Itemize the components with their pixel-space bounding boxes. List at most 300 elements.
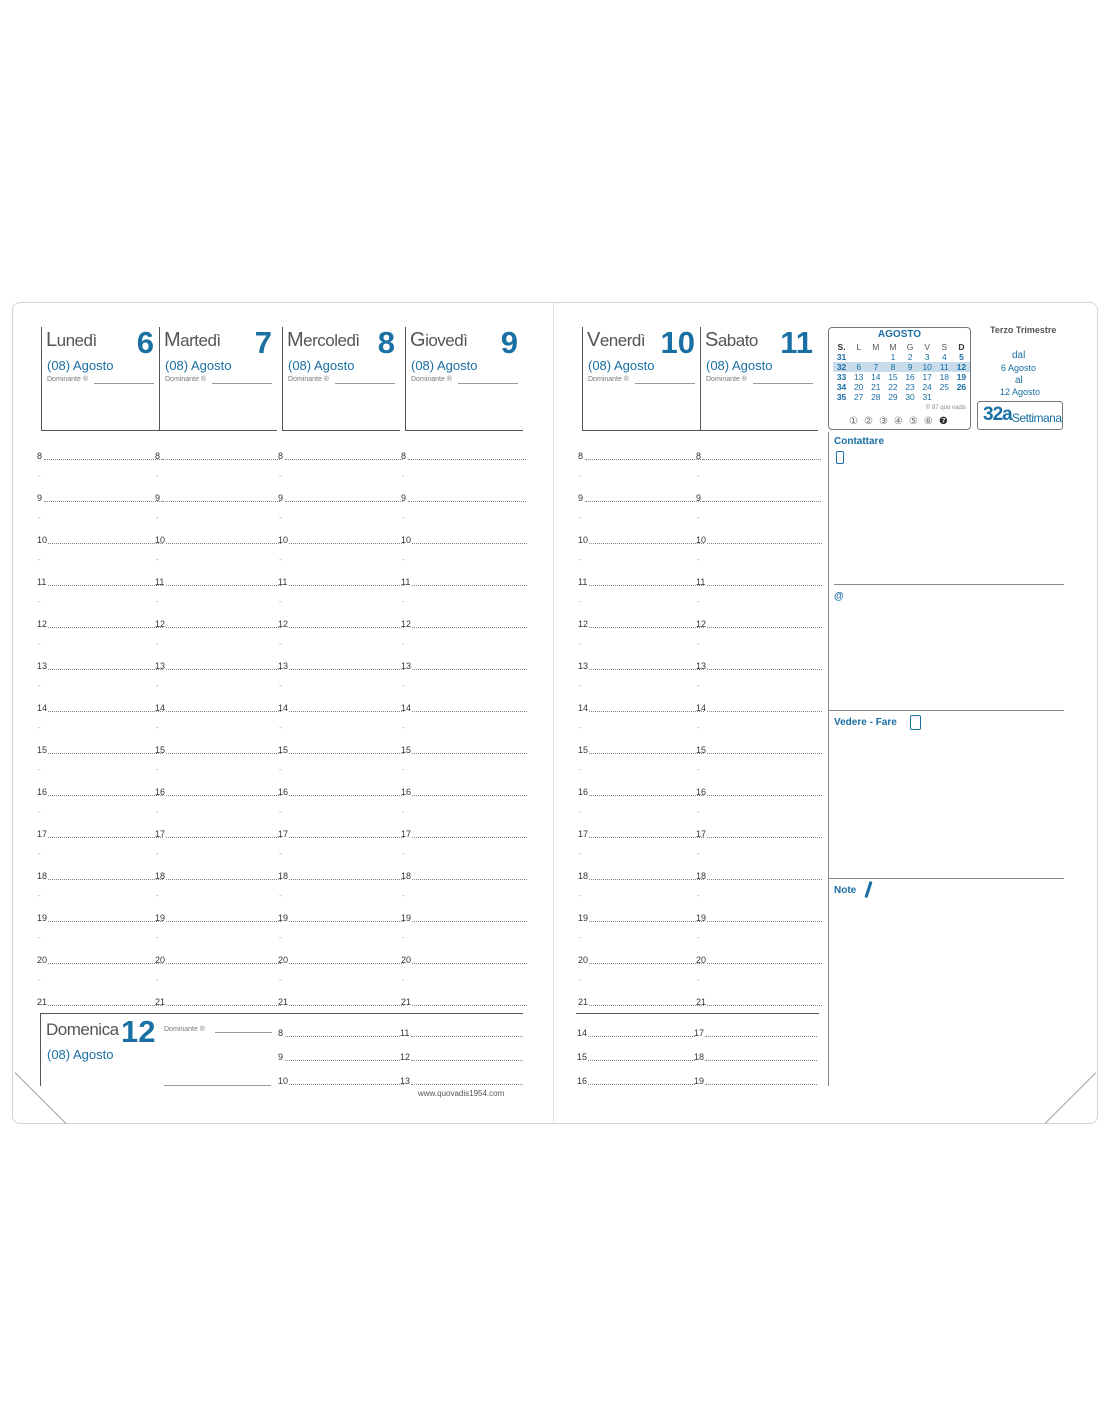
hour-line[interactable]: [289, 753, 404, 754]
hour-label: 16: [696, 787, 707, 797]
hour-label: 17: [696, 829, 707, 839]
hour-line[interactable]: [166, 963, 281, 964]
day-month: (08) Agosto: [706, 358, 773, 373]
half-hour-mark: -: [402, 471, 405, 480]
hour-label: 14: [278, 703, 289, 713]
hour-line[interactable]: [589, 1005, 704, 1006]
hour-label: 8: [278, 451, 284, 461]
hour-line[interactable]: [289, 921, 404, 922]
hour-line[interactable]: [166, 669, 281, 670]
hour-line[interactable]: [412, 879, 527, 880]
day-number: 10: [660, 325, 695, 360]
day-number: 11: [780, 325, 813, 360]
hour-label: 20: [278, 955, 289, 965]
hour-label: 19: [37, 913, 48, 923]
half-hour-mark: -: [697, 975, 700, 984]
dominante-line: [458, 383, 518, 384]
mini-calendar-cell[interactable]: 16: [905, 372, 915, 382]
hour-line[interactable]: [44, 459, 162, 460]
day-header-right-0: [582, 327, 700, 431]
half-hour-mark: -: [156, 807, 159, 816]
hour-line[interactable]: [589, 795, 704, 796]
hour-line[interactable]: [588, 1084, 695, 1085]
hour-line[interactable]: [589, 963, 704, 964]
hour-label: 17: [155, 829, 166, 839]
hour-label: 11: [696, 577, 706, 587]
mini-calendar-cell[interactable]: 19: [956, 372, 967, 382]
half-hour-mark: -: [38, 723, 41, 732]
hour-line[interactable]: [707, 879, 822, 880]
mini-calendar-cell[interactable]: 12: [953, 362, 970, 372]
hour-line[interactable]: [289, 585, 404, 586]
half-hour-mark: -: [156, 513, 159, 522]
hour-label: 11: [155, 577, 165, 587]
hour-line[interactable]: [166, 879, 281, 880]
weekday-circles: [849, 416, 954, 427]
dominante-label: Dominante ®: [288, 376, 329, 383]
half-hour-mark: -: [156, 849, 159, 858]
hour-line[interactable]: [707, 543, 822, 544]
hour-label: 10: [578, 535, 589, 545]
right-column-divider: [828, 432, 829, 1086]
mini-calendar-cell[interactable]: 34: [836, 382, 847, 392]
hour-label: 15: [696, 745, 707, 755]
half-hour-mark: -: [156, 681, 159, 690]
hour-label: 20: [37, 955, 48, 965]
hour-line[interactable]: [412, 1005, 527, 1006]
mini-calendar-cell[interactable]: [867, 352, 884, 362]
hour-line[interactable]: [589, 879, 704, 880]
half-hour-mark: -: [38, 681, 41, 690]
hour-line[interactable]: [411, 1036, 523, 1037]
mini-calendar-cell[interactable]: 13: [853, 372, 864, 382]
mini-calendar-cell[interactable]: 8: [884, 362, 901, 372]
hour-line[interactable]: [289, 795, 404, 796]
hour-label: 14: [155, 703, 166, 713]
hour-line[interactable]: [48, 921, 163, 922]
hour-line[interactable]: [48, 879, 163, 880]
hour-line[interactable]: [412, 711, 527, 712]
half-hour-mark: -: [38, 933, 41, 942]
mini-calendar-cell[interactable]: 31: [836, 352, 847, 362]
mini-calendar-week: [833, 382, 970, 392]
dominante-line: [335, 383, 395, 384]
mini-calendar-cell[interactable]: 20: [853, 382, 864, 392]
day-number: 9: [500, 325, 518, 360]
mini-calendar-cell[interactable]: 11: [936, 362, 953, 372]
half-hour-mark: -: [279, 555, 282, 564]
mini-calendar-cell[interactable]: 7: [867, 362, 884, 372]
hour-line[interactable]: [412, 963, 527, 964]
hour-line[interactable]: [707, 627, 822, 628]
hour-line[interactable]: [166, 795, 281, 796]
hour-line[interactable]: [707, 585, 822, 586]
mini-calendar-cell[interactable]: 15: [888, 372, 898, 382]
mini-calendar-cell[interactable]: 32: [833, 362, 850, 372]
hour-line[interactable]: [412, 795, 527, 796]
half-hour-mark: -: [402, 891, 405, 900]
hour-label: 19: [278, 913, 289, 923]
hour-label: 18: [401, 871, 412, 881]
mini-calendar-cell[interactable]: 10: [919, 362, 936, 372]
hour-line[interactable]: [289, 879, 404, 880]
hour-line[interactable]: [48, 795, 163, 796]
half-hour-mark: -: [697, 471, 700, 480]
hour-label: 16: [278, 787, 289, 797]
trimester-from: 6 Agosto: [1001, 363, 1037, 373]
hour-line[interactable]: [707, 921, 822, 922]
half-hour-mark: -: [402, 597, 405, 606]
dominante-line: [94, 383, 154, 384]
hour-label: 12: [155, 619, 166, 629]
hour-label: 10: [278, 535, 289, 545]
sunday-block: [40, 1014, 161, 1086]
week-label: Settimana: [1012, 411, 1062, 425]
hour-line[interactable]: [589, 543, 704, 544]
hour-label: 14: [401, 703, 412, 713]
half-hour-mark: -: [38, 555, 41, 564]
hour-line[interactable]: [285, 1036, 400, 1037]
hour-label: 20: [578, 955, 589, 965]
half-hour-mark: -: [402, 681, 405, 690]
dominante-line: [212, 383, 272, 384]
half-hour-mark: -: [279, 597, 282, 606]
half-hour-mark: -: [402, 807, 405, 816]
half-hour-mark: -: [279, 513, 282, 522]
hour-line[interactable]: [705, 1084, 817, 1085]
hour-line[interactable]: [48, 543, 163, 544]
hour-line[interactable]: [412, 921, 527, 922]
hour-label: 8: [37, 451, 43, 461]
hour-label: 10: [401, 535, 412, 545]
hour-line[interactable]: [48, 627, 163, 628]
hour-line[interactable]: [408, 501, 526, 502]
hour-line[interactable]: [166, 711, 281, 712]
hour-line[interactable]: [412, 585, 527, 586]
weekday-circle: ❼: [938, 416, 954, 427]
hour-label: 20: [155, 955, 166, 965]
hour-line[interactable]: [412, 669, 527, 670]
sunday-number: 12: [121, 1014, 156, 1049]
mini-calendar-week: [833, 372, 970, 382]
hour-line[interactable]: [44, 501, 162, 502]
hour-line[interactable]: [412, 753, 527, 754]
half-hour-mark: -: [697, 513, 700, 522]
hour-label: 19: [401, 913, 412, 923]
day-header-left-2: [282, 327, 400, 431]
half-hour-mark: -: [579, 849, 582, 858]
hour-line[interactable]: [705, 1060, 817, 1061]
hour-label: 18: [578, 871, 589, 881]
mini-calendar-cell[interactable]: 31: [922, 392, 932, 402]
mini-calendar-cell[interactable]: 23: [905, 382, 915, 392]
half-hour-mark: -: [279, 471, 282, 480]
hour-line[interactable]: [589, 837, 704, 838]
hour-line[interactable]: [588, 1036, 695, 1037]
hour-line[interactable]: [588, 1060, 695, 1061]
hour-label: 9: [578, 493, 584, 503]
hour-label: 14: [696, 703, 707, 713]
mini-calendar-header-cell: M: [889, 342, 897, 352]
website: www.quovadis1954.com: [418, 1089, 505, 1098]
mini-calendar-cell[interactable]: 1: [890, 352, 896, 362]
hour-line[interactable]: [411, 1060, 523, 1061]
dominante-line: [753, 383, 813, 384]
hour-line[interactable]: [48, 963, 163, 964]
mini-calendar-cell[interactable]: 4: [941, 352, 947, 362]
hour-line[interactable]: [162, 501, 280, 502]
hour-label: 20: [696, 955, 707, 965]
mini-calendar-cell[interactable]: 6: [850, 362, 867, 372]
hour-line[interactable]: [703, 501, 821, 502]
hour-line[interactable]: [589, 711, 704, 712]
mini-calendar-header-cell: D: [958, 342, 965, 352]
half-hour-mark: -: [38, 891, 41, 900]
mini-calendar-cell[interactable]: [953, 392, 970, 402]
hour-line[interactable]: [589, 669, 704, 670]
hour-label: 18: [694, 1052, 705, 1062]
weekday-circle: ③: [878, 416, 894, 427]
half-hour-mark: -: [279, 975, 282, 984]
hour-label: 15: [578, 745, 589, 755]
mini-calendar-week: [833, 362, 970, 372]
hour-label: 11: [578, 577, 588, 587]
hour-line[interactable]: [162, 459, 280, 460]
hour-label: 20: [401, 955, 412, 965]
mini-calendar-cell[interactable]: 2: [907, 352, 913, 362]
half-hour-mark: -: [279, 765, 282, 774]
half-hour-mark: -: [697, 681, 700, 690]
hour-line[interactable]: [289, 963, 404, 964]
day-name: Venerdì: [587, 329, 646, 351]
hour-label: 17: [694, 1028, 705, 1038]
mini-calendar-cell[interactable]: 14: [871, 372, 881, 382]
day-name: Lunedì: [46, 329, 97, 351]
half-hour-mark: -: [402, 933, 405, 942]
weekday-circle: ⑥: [923, 416, 939, 427]
mini-calendar-cell[interactable]: 30: [905, 392, 915, 402]
hour-label: 21: [278, 997, 289, 1007]
day-number: 8: [377, 325, 395, 360]
hour-label: 15: [278, 745, 289, 755]
mini-calendar-week: [833, 392, 970, 402]
hour-line[interactable]: [48, 1005, 163, 1006]
hour-label: 8: [155, 451, 161, 461]
half-hour-mark: -: [579, 597, 582, 606]
hour-line[interactable]: [707, 711, 822, 712]
mini-calendar-cell[interactable]: [850, 352, 867, 362]
week-number-box: [977, 401, 1063, 430]
hour-line[interactable]: [705, 1036, 817, 1037]
half-hour-mark: -: [156, 891, 159, 900]
hour-line[interactable]: [289, 543, 404, 544]
hour-line[interactable]: [289, 669, 404, 670]
half-hour-mark: -: [402, 513, 405, 522]
hour-line[interactable]: [48, 669, 163, 670]
half-hour-mark: -: [38, 765, 41, 774]
half-hour-mark: -: [697, 555, 700, 564]
hour-line[interactable]: [166, 543, 281, 544]
hour-line[interactable]: [285, 501, 403, 502]
hour-line[interactable]: [289, 711, 404, 712]
half-hour-mark: -: [279, 849, 282, 858]
hour-line[interactable]: [585, 459, 703, 460]
hour-label: 13: [278, 661, 289, 671]
hour-line[interactable]: [707, 837, 822, 838]
hour-line[interactable]: [412, 837, 527, 838]
hour-label: 18: [278, 871, 289, 881]
hour-line[interactable]: [285, 1060, 400, 1061]
notepad-icon: [910, 715, 921, 730]
hour-line[interactable]: [166, 1005, 281, 1006]
day-header-left-0: [41, 327, 159, 431]
hour-line[interactable]: [289, 1005, 404, 1006]
half-hour-mark: -: [579, 891, 582, 900]
hour-line[interactable]: [412, 627, 527, 628]
half-hour-mark: -: [697, 891, 700, 900]
hour-label: 9: [278, 1052, 284, 1062]
hour-line[interactable]: [166, 837, 281, 838]
mini-calendar-cell[interactable]: 26: [956, 382, 967, 392]
hour-label: 11: [37, 577, 47, 587]
hour-line[interactable]: [589, 627, 704, 628]
half-hour-mark: -: [697, 639, 700, 648]
hour-label: 9: [401, 493, 407, 503]
mini-calendar-header-cell: M: [872, 342, 880, 352]
mini-calendar-cell[interactable]: 18: [939, 372, 950, 382]
hour-line[interactable]: [707, 669, 822, 670]
half-hour-mark: -: [697, 849, 700, 858]
half-hour-mark: -: [279, 891, 282, 900]
half-hour-mark: -: [156, 471, 159, 480]
hour-line[interactable]: [589, 753, 704, 754]
half-hour-mark: -: [579, 975, 582, 984]
hour-line[interactable]: [166, 585, 281, 586]
dominante-label: Dominante ®: [165, 376, 206, 383]
mini-calendar-cell[interactable]: 27: [853, 392, 864, 402]
hour-label: 13: [401, 661, 412, 671]
hour-label: 18: [37, 871, 48, 881]
hour-label: 11: [400, 1028, 410, 1038]
hour-line[interactable]: [285, 459, 403, 460]
half-hour-mark: -: [697, 597, 700, 606]
half-hour-mark: -: [579, 513, 582, 522]
mini-calendar-week: [833, 352, 970, 362]
hour-line[interactable]: [166, 627, 281, 628]
mini-calendar-cell[interactable]: 9: [902, 362, 919, 372]
hour-line[interactable]: [408, 459, 526, 460]
mini-calendar-cell[interactable]: [936, 392, 953, 402]
half-hour-mark: -: [697, 933, 700, 942]
day-month: (08) Agosto: [47, 358, 114, 373]
mini-calendar-cell[interactable]: 35: [836, 392, 847, 402]
hour-label: 16: [578, 787, 589, 797]
hour-line[interactable]: [411, 1084, 523, 1085]
mini-calendar-cell[interactable]: 25: [939, 382, 950, 392]
hour-line[interactable]: [48, 837, 163, 838]
hour-line[interactable]: [703, 459, 821, 460]
mini-calendar-cell[interactable]: 17: [922, 372, 932, 382]
half-hour-mark: -: [697, 765, 700, 774]
mini-calendar-cell[interactable]: 29: [888, 392, 898, 402]
hour-label: 11: [278, 577, 288, 587]
hour-line[interactable]: [289, 837, 404, 838]
hour-line[interactable]: [48, 585, 163, 586]
hour-label: 16: [37, 787, 48, 797]
trimester-al: al: [1015, 375, 1023, 386]
hour-line[interactable]: [589, 585, 704, 586]
hour-line[interactable]: [707, 1005, 822, 1006]
hour-label: 13: [155, 661, 166, 671]
mini-calendar-cell[interactable]: 33: [836, 372, 847, 382]
half-hour-mark: -: [579, 681, 582, 690]
hour-line[interactable]: [48, 711, 163, 712]
day-name: Sabato: [705, 329, 758, 351]
hour-line[interactable]: [166, 753, 281, 754]
hour-line[interactable]: [585, 501, 703, 502]
hour-line[interactable]: [589, 921, 704, 922]
todo-divider: [828, 878, 1064, 879]
half-hour-mark: -: [402, 639, 405, 648]
mini-calendar-cell[interactable]: 28: [871, 392, 881, 402]
mini-calendar-header-cell: G: [906, 342, 914, 352]
mini-calendar-cell[interactable]: 5: [959, 352, 964, 362]
hour-line[interactable]: [289, 1084, 404, 1085]
half-hour-mark: -: [156, 639, 159, 648]
mini-calendar-cell[interactable]: 22: [888, 382, 898, 392]
half-hour-mark: -: [579, 933, 582, 942]
half-hour-mark: -: [402, 765, 405, 774]
half-hour-mark: -: [579, 807, 582, 816]
hour-line[interactable]: [412, 543, 527, 544]
hour-line[interactable]: [166, 921, 281, 922]
mini-calendar-cell[interactable]: 21: [871, 382, 881, 392]
hour-line[interactable]: [48, 753, 163, 754]
mini-calendar-cell[interactable]: 24: [922, 382, 932, 392]
hour-line[interactable]: [707, 795, 822, 796]
half-hour-mark: -: [38, 639, 41, 648]
half-hour-mark: -: [579, 471, 582, 480]
sunday-bottom-line: [164, 1085, 271, 1086]
half-hour-mark: -: [402, 975, 405, 984]
sunday-dominante: Dominante ®: [164, 1026, 205, 1033]
half-hour-mark: -: [156, 555, 159, 564]
weekday-circle: ⑤: [908, 416, 924, 427]
hour-label: 19: [696, 913, 707, 923]
hour-label: 15: [577, 1052, 588, 1062]
mini-calendar-cell[interactable]: 3: [924, 352, 930, 362]
hour-line[interactable]: [707, 963, 822, 964]
half-hour-mark: -: [279, 933, 282, 942]
day-name: Giovedì: [410, 329, 468, 351]
hour-label: 15: [155, 745, 166, 755]
hour-line[interactable]: [289, 627, 404, 628]
hour-label: 21: [155, 997, 166, 1007]
contact-title: Contattare: [834, 436, 885, 447]
weekday-circle: ②: [863, 416, 879, 427]
half-hour-mark: -: [697, 723, 700, 732]
half-hour-mark: -: [402, 849, 405, 858]
hour-label: 8: [401, 451, 407, 461]
half-hour-mark: -: [38, 597, 41, 606]
half-hour-mark: -: [156, 597, 159, 606]
hour-line[interactable]: [707, 753, 822, 754]
dominante-label: Dominante ®: [706, 376, 747, 383]
dominante-label: Dominante ®: [411, 376, 452, 383]
hour-label: 12: [278, 619, 289, 629]
hour-label: 10: [278, 1076, 289, 1086]
hour-label: 8: [278, 1028, 284, 1038]
